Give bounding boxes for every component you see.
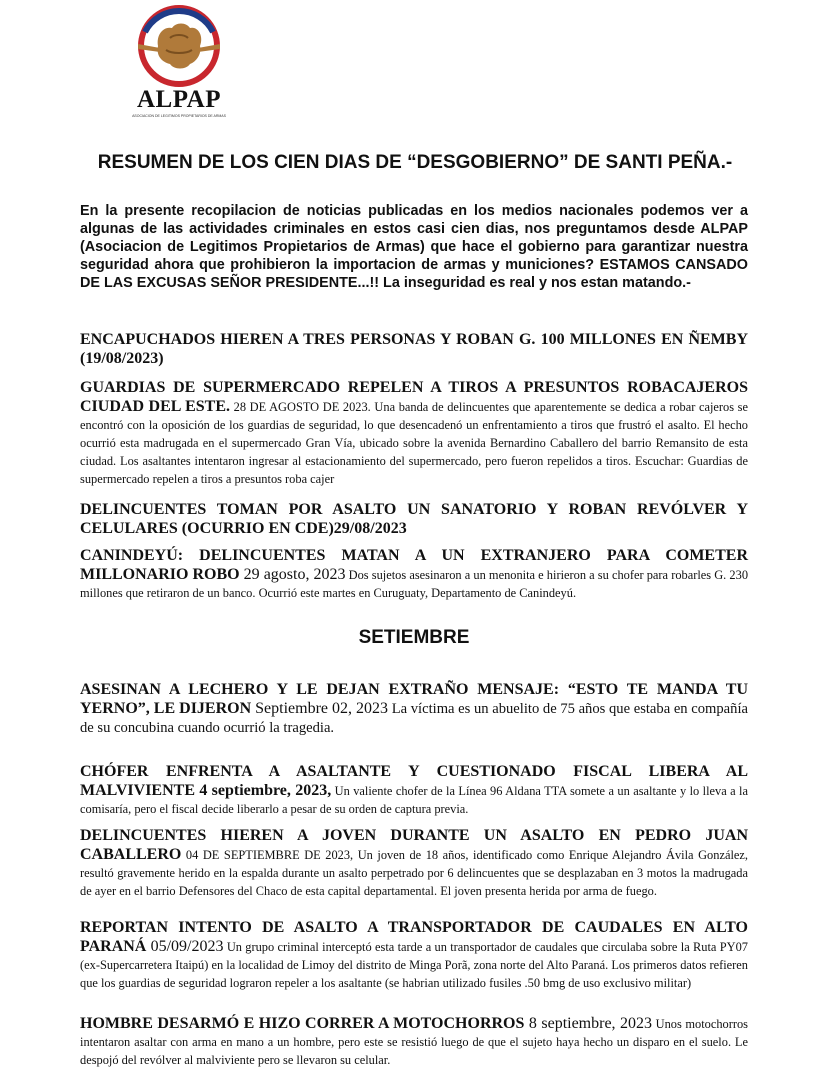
document-title: RESUMEN DE LOS CIEN DIAS DE “DESGOBIERNO” DE SANTI PEÑA.- bbox=[97, 152, 733, 173]
news-headline: DELINCUENTES HIEREN A JOVEN DURANTE UN ASALTO EN PEDRO JUAN CABALLERO bbox=[80, 827, 748, 863]
intro-paragraph: En la presente recopilacion de noticias publicadas en los medios nacionales podemos ver a algunas de las actividades criminales en estos casi cien dias, nos preguntamos desde ALPAP (Asociacion de Legitimos Propietarios de Armas) que hace el gobierno para garantizar nuestra seguridad ahora que prohibieron la importacion de armas y municiones? ESTAMOS CANSADO DE LAS EXCUSAS SEÑOR PRESIDENTE...!! La inseguridad es real y nos estan matando.- bbox=[80, 203, 748, 291]
news-headline: CANINDEYÚ: DELINCUENTES MATAN A UN EXTRANJERO PARA COMETER MILLONARIO ROBO bbox=[80, 547, 748, 583]
news-date: Septiembre 02, 2023 bbox=[251, 700, 389, 717]
news-body: Dos sujetos asesinaron a un menonita e hirieron a su chofer para robarles G. 230 millones que retiraron de un banco. Ocurrió este martes en Curuguaty, Departamento de Canindeyú. bbox=[80, 568, 749, 600]
logo-brand: ALPAP bbox=[137, 86, 221, 113]
news-body: Unos motochorros intentaron asaltar con arma en mano a un hombre, pero este se resistió luego de que el sujeto haya hecho un disparo en el suelo. Le despojó del revólver al malviviente pero se llevaron su celular. bbox=[80, 1017, 748, 1067]
news-item bbox=[80, 500, 748, 538]
news-headline: ENCAPUCHADOS HIEREN A TRES PERSONAS Y ROBAN G. 100 MILLONES EN ÑEMBY (19/08/2023) bbox=[80, 331, 748, 367]
news-item bbox=[80, 762, 748, 818]
news-item bbox=[80, 546, 748, 602]
news-item bbox=[80, 330, 748, 368]
news-item bbox=[80, 918, 748, 992]
news-item bbox=[80, 378, 748, 488]
news-item bbox=[80, 1014, 748, 1069]
news-body: La víctima es un abuelito de 75 años que estaba en compañía de su concubina cuando ocurrió la tragedia. bbox=[80, 701, 748, 736]
news-body: Una banda de delincuentes que aparentemente se dedica a robar cajeros se encontró con la oposición de los guardias de seguridad, lo que desencadenó un enfrentamiento a tiros que frustró el asalto. El hecho ocurrió esta madrugada en el supermercado Gran Vía, ubicado sobre la avenida Bernardino Caballero del barrio Remansito de esta ciudad. Los asaltantes intentaron ingresar al estacionamiento del supermercado, pero fueron repelidos a tiros. Escuchar: Guardias de supermercado repelen a tiros a presuntos roba cajer bbox=[80, 400, 748, 486]
news-item bbox=[80, 680, 748, 737]
section-heading: SETIEMBRE bbox=[358, 627, 470, 648]
news-body: Un grupo criminal interceptó esta tarde a un transportador de caudales que circulaba sobre la Ruta PY07 (ex-Supercarretera Itaipú) en la localidad de Limoy del distrito de Minga Porã, zona norte del Alto Paraná. Los primeros datos refieren que los guardias de seguridad lograron repeler a los asaltante (se habrian utilizado fusiles .50 bmg de uso exclusivo militar) bbox=[80, 940, 748, 990]
news-date: 05/09/2023 bbox=[146, 938, 224, 955]
news-body: Un joven de 18 años, identificado como Enrique Alejandro Ávila González, resultó gravemente herido en la espalda durante un asalto perpetrado por 6 delincuentes que se desplazaban en 3 motos la madrugada de ayer en el barrio Defensores del Chaco de esta capital departamental. El joven presenta herida por arma de fuego. bbox=[80, 848, 748, 898]
news-headline: HOMBRE DESARMÓ E HIZO CORRER A MOTOCHORROS bbox=[80, 1015, 525, 1032]
alpap-emblem-icon bbox=[120, 4, 238, 88]
news-headline: DELINCUENTES TOMAN POR ASALTO UN SANATORIO Y ROBAN REVÓLVER Y CELULARES (OCURRIO EN CDE)29/08/2023 bbox=[80, 501, 748, 537]
news-body: Un valiente chofer de la Línea 96 Aldana TTA somete a un asaltante y lo lleva a la comisaría, pero el fiscal decide liberarlo a pesar de su orden de captura previa. bbox=[80, 784, 749, 816]
news-headline: GUARDIAS DE SUPERMERCADO REPELEN A TIROS A PRESUNTOS ROBACAJEROS CIUDAD DEL ESTE. bbox=[80, 379, 748, 415]
news-date: 29 agosto, 2023 bbox=[239, 566, 346, 583]
alpap-logo bbox=[120, 4, 238, 120]
news-date: 04 DE SEPTIEMBRE DE 2023, bbox=[181, 848, 354, 862]
news-item bbox=[80, 826, 748, 900]
news-headline: ASESINAN A LECHERO Y LE DEJAN EXTRAÑO MENSAJE: “ESTO TE MANDA TU YERNO”, LE DIJERON bbox=[80, 681, 748, 717]
news-date: 28 DE AGOSTO DE 2023. bbox=[230, 400, 371, 414]
logo-tagline: ASOCIACION DE LEGITIMOS PROPIETARIOS DE ARMAS bbox=[132, 114, 226, 118]
news-date: 8 septiembre, 2023 bbox=[524, 1015, 653, 1032]
news-headline: CHÓFER ENFRENTA A ASALTANTE Y CUESTIONADO FISCAL LIBERA AL MALVIVIENTE 4 septiembre, 2023, bbox=[80, 763, 748, 799]
news-headline: REPORTAN INTENTO DE ASALTO A TRANSPORTADOR DE CAUDALES EN ALTO PARANÁ bbox=[80, 919, 748, 955]
